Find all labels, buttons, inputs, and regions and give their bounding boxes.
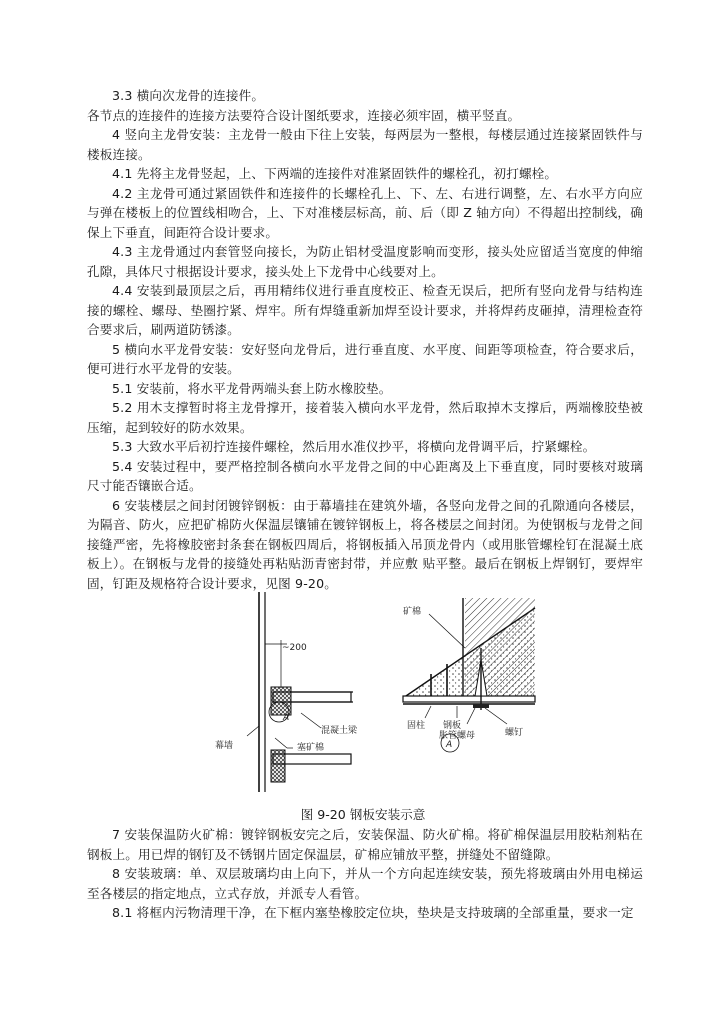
curtain-wall-label: 幕墙 <box>215 741 234 751</box>
screw-label: 螺钉 <box>505 728 524 738</box>
paragraph: 4.2 主龙骨可通过紧固铁件和连接件的长螺栓孔上、下、左、右进行调整，左、右水平方向应与弹在楼板上的位置线相吻合，上、下对准楼层标高，前、后（即 Z 轴方向）不得超出控制线，确保上下垂直，间距符合设计要求。 <box>87 185 643 240</box>
detail-mark-left: A <box>283 713 290 723</box>
paragraph: 8.1 将框内污物清理干净，在下框内塞垫橡胶定位块，垫块是支持玻璃的全部重量，要求一定 <box>112 905 634 920</box>
paragraph: 5 横向水平龙骨安装：安好竖向龙骨后，进行垂直度、水平度、间距等项检查，符合要求后，便可进行水平龙骨的安装。 <box>87 341 643 376</box>
paragraph: 7 安装保温防火矿棉：镀锌钢板安完之后，安装保温、防火矿棉。将矿棉保温层用胶粘剂粘在钢板上。用已焊的钢钉及不锈钢片固定保温层，矿棉应铺放平整，拼缝处不留缝隙。 <box>87 827 643 862</box>
body-text-bottom <box>87 825 643 923</box>
paragraph: 8 安装玻璃：单、双层玻璃均由上向下，并从一个方向起连续安装，预先将玻璃由外用电梯运至各楼层的指定地点，立式存放，并派专人看管。 <box>87 866 643 901</box>
body-text-top <box>87 86 643 593</box>
mineral-wool-label: 矿棉 <box>403 607 422 617</box>
concrete-beam-label: 混凝土梁 <box>321 726 358 736</box>
paragraph: 4.3 主龙骨通过内套管竖向接长，为防止铝材受温度影响而变形，接头处应留适当宽度的伸缩孔隙，具体尺寸根据设计要求，接头处上下龙骨中心线要对上。 <box>87 244 643 279</box>
fixing-pin-label: 固柱 <box>407 721 426 731</box>
dimension-label: ~200 <box>282 643 307 653</box>
paragraph: 5.3 大致水平后初拧连接件螺栓，然后用水准仪抄平，将横向龙骨调平后，拧紧螺栓。 <box>112 439 596 454</box>
left-section-drawing <box>247 592 353 792</box>
paragraph: 5.4 安装过程中，要严格控制各横向水平龙骨之间的中心距离及上下垂直度，同时要核对玻璃尺寸能否镶嵌合适。 <box>87 458 643 493</box>
paragraph: 各节点的连接件的连接方法要符合设计图纸要求，连接必须牢固，横平竖直。 <box>87 107 521 123</box>
detail-mark-right: A <box>446 740 453 750</box>
paragraph: 3.3 横向次龙骨的连接件。 <box>112 88 265 103</box>
mineral-wool-fill-label: 塞矿棉 <box>297 743 325 753</box>
expansion-nut-label: 胀管螺母 <box>439 731 476 741</box>
paragraph: 5.2 用木支撑暂时将主龙骨撑开，接着装入横向水平龙骨，然后取掉木支撑后，两端橡胶垫被压缩，起到较好的防水效果。 <box>87 400 643 435</box>
paragraph: 5.1 安装前，将水平龙骨两端头套上防水橡胶垫。 <box>112 380 392 396</box>
paragraph: 6 安装楼层之间封闭镀锌钢板：由于幕墙挂在建筑外墙，各竖向龙骨之间的孔隙通向各楼层，为隔音、防火，应把矿棉防火保温层镶铺在镀锌钢板上，将各楼层之间封闭。为使钢板与龙骨之间接缝严密，先将橡胶密封条套在钢板四周后，将钢板插入吊顶龙骨内（或用胀管螺栓钉在混凝土底板上）。在钢板与龙骨的接缝处再粘贴沥青密封带，并应敷 贴平整。最后在钢板上焊钢钉，要焊牢固，钉距及规格符合设计要求，见图 9-20。 <box>87 497 643 591</box>
paragraph: 4.1 先将主龙骨竖起，上、下两端的连接件对准紧固铁件的螺栓孔，初打螺栓。 <box>112 166 558 181</box>
steel-plate-label: 钢板 <box>443 721 462 731</box>
paragraph: 4.4 安装到最顶层之后，再用精纬仪进行垂直度校正、检查无误后，把所有竖向龙骨与结构连接的螺栓、螺母、垫圈拧紧、焊牢。所有焊缝重新加焊至设计要求，并将焊药皮砸掉，清理检查符合要求后，刷两道防锈漆。 <box>87 283 643 337</box>
figure-caption: 图 9-20 钢板安装示意 <box>300 807 426 822</box>
paragraph: 4 竖向主龙骨安装：主龙骨一般由下往上安装，每两层为一整根，每楼层通过连接紧固铁件与楼板连接。 <box>87 127 643 162</box>
steel-plate-installation-figure <box>215 588 535 794</box>
